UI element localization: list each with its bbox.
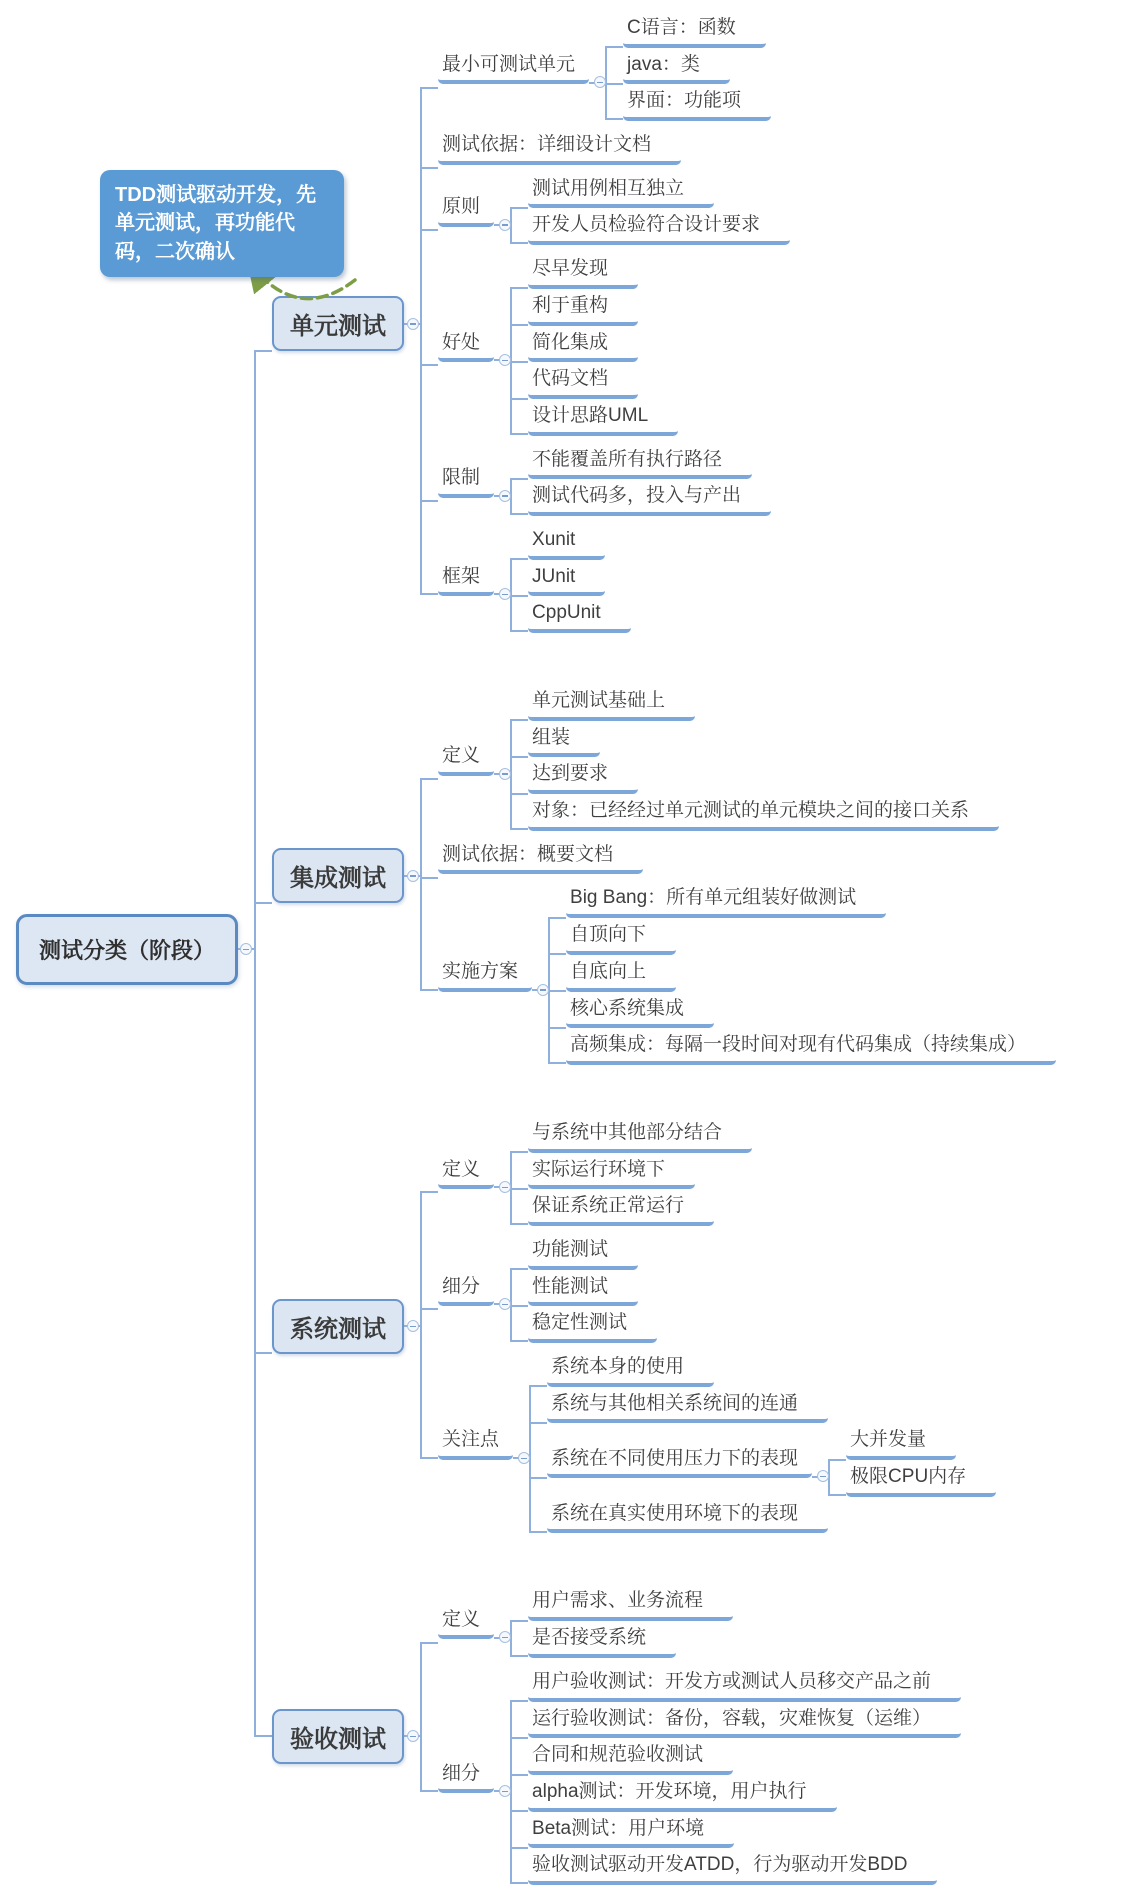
subtopic[interactable]: 合同和规范验收测试 xyxy=(528,1741,733,1775)
children-group xyxy=(528,255,678,435)
branch xyxy=(272,1587,1056,1885)
subtopic[interactable]: CppUnit xyxy=(528,599,631,633)
branch xyxy=(272,687,1056,1119)
branch xyxy=(528,1778,961,1815)
children-group xyxy=(623,14,771,121)
branch xyxy=(528,329,678,366)
subtopic[interactable]: 关注点 xyxy=(438,1426,513,1460)
subtopic[interactable]: 核心系统集成 xyxy=(566,995,714,1029)
children-group xyxy=(272,14,1056,1885)
main-topic[interactable]: 系统测试 xyxy=(272,1299,404,1354)
collapse-minus-icon[interactable] xyxy=(537,984,549,996)
subtopic[interactable]: 测试用例相互独立 xyxy=(528,175,714,209)
branch xyxy=(566,958,1056,995)
children-group xyxy=(438,14,790,633)
mindmap xyxy=(16,14,1056,1885)
floating-note[interactable]: TDD测试驱动开发，先单元测试，再功能代码，二次确认 xyxy=(100,170,344,277)
subtopic[interactable]: 系统与其他相关系统间的连通 xyxy=(547,1390,828,1424)
subtopic[interactable]: 功能测试 xyxy=(528,1236,638,1270)
subtopic[interactable]: 与系统中其他部分结合 xyxy=(528,1119,752,1153)
children-group xyxy=(528,1668,961,1885)
collapse-minus-icon[interactable] xyxy=(407,1320,419,1332)
children-group xyxy=(566,884,1056,1064)
subtopic[interactable]: 系统本身的使用 xyxy=(547,1353,714,1387)
subtopic[interactable]: 好处 xyxy=(438,329,494,363)
branch xyxy=(846,1426,996,1463)
subtopic[interactable]: Xunit xyxy=(528,526,605,560)
branch xyxy=(547,1426,996,1499)
subtopic[interactable]: 简化集成 xyxy=(528,329,638,363)
branch xyxy=(528,1705,961,1742)
branch xyxy=(528,482,771,516)
branch xyxy=(528,1668,961,1705)
subtopic[interactable]: 最小可测试单元 xyxy=(438,51,589,85)
branch xyxy=(528,526,631,563)
subtopic[interactable]: 系统在不同使用压力下的表现 xyxy=(547,1445,812,1479)
subtopic[interactable]: 自底向上 xyxy=(566,958,676,992)
subtopic[interactable]: C语言：函数 xyxy=(623,14,766,48)
subtopic[interactable]: 极限CPU内存 xyxy=(846,1463,996,1497)
subtopic[interactable]: 界面：功能项 xyxy=(623,87,771,121)
branch xyxy=(528,292,678,329)
branch xyxy=(528,797,999,831)
children-group xyxy=(438,1119,996,1534)
root-branch xyxy=(16,14,1056,1885)
collapse-minus-icon[interactable] xyxy=(407,870,419,882)
branch xyxy=(528,724,999,761)
branch xyxy=(528,1815,961,1852)
collapse-minus-icon[interactable] xyxy=(407,1730,419,1742)
branch xyxy=(528,1624,733,1658)
children-group xyxy=(547,1353,996,1533)
main-topic[interactable]: 验收测试 xyxy=(272,1709,404,1764)
subtopic[interactable]: 开发人员检验符合设计要求 xyxy=(528,211,790,245)
subtopic[interactable]: 代码文档 xyxy=(528,365,638,399)
branch xyxy=(623,87,771,121)
branch xyxy=(846,1463,996,1497)
branch xyxy=(528,1236,657,1273)
branch xyxy=(528,1587,733,1624)
subtopic[interactable]: 高频集成：每隔一段时间对现有代码集成（持续集成） xyxy=(566,1031,1056,1065)
branch xyxy=(272,14,1056,687)
subtopic[interactable]: 验收测试驱动开发ATDD，行为驱动开发BDD xyxy=(528,1851,937,1885)
branch xyxy=(528,760,999,797)
branch xyxy=(528,599,631,633)
branch xyxy=(528,1851,961,1885)
collapse-minus-icon[interactable] xyxy=(240,943,252,955)
branch xyxy=(528,402,678,436)
branch xyxy=(438,526,790,633)
subtopic[interactable]: 框架 xyxy=(438,563,494,597)
children-group xyxy=(438,687,1056,1065)
branch xyxy=(438,255,790,445)
branch xyxy=(528,175,790,212)
subtopic[interactable]: 尽早发现 xyxy=(528,255,638,289)
subtopic[interactable]: 细分 xyxy=(438,1760,494,1794)
subtopic[interactable]: 用户验收测试：开发方或测试人员移交产品之前 xyxy=(528,1668,961,1702)
subtopic[interactable]: 限制 xyxy=(438,464,494,498)
branch xyxy=(528,1273,657,1310)
branch xyxy=(528,1192,752,1226)
branch xyxy=(547,1500,996,1534)
branch xyxy=(528,687,999,724)
collapse-minus-icon[interactable] xyxy=(518,1452,530,1464)
branch xyxy=(528,1309,657,1343)
subtopic[interactable]: Beta测试：用户环境 xyxy=(528,1815,734,1849)
subtopic[interactable]: 系统在真实使用环境下的表现 xyxy=(547,1500,828,1534)
branch xyxy=(528,1119,752,1156)
subtopic[interactable]: 定义 xyxy=(438,742,494,776)
children-group xyxy=(528,1587,733,1657)
subtopic[interactable]: java：类 xyxy=(623,51,730,85)
subtopic[interactable]: 实际运行环境下 xyxy=(528,1156,695,1190)
children-group xyxy=(528,1119,752,1226)
branch xyxy=(438,687,1056,841)
subtopic[interactable]: 用户需求、业务流程 xyxy=(528,1587,733,1621)
children-group xyxy=(846,1426,996,1496)
branch xyxy=(547,1390,996,1427)
branch xyxy=(566,995,1056,1032)
branch xyxy=(623,51,771,88)
children-group xyxy=(528,175,790,245)
branch xyxy=(528,1156,752,1193)
branch xyxy=(528,211,790,245)
subtopic[interactable]: 对象：已经经过单元测试的单元模块之间的接口关系 xyxy=(528,797,999,831)
branch xyxy=(566,921,1056,958)
subtopic[interactable]: 保证系统正常运行 xyxy=(528,1192,714,1226)
branch xyxy=(438,1119,996,1236)
subtopic[interactable]: 运行验收测试：备份，容载，灾难恢复（运维） xyxy=(528,1705,961,1739)
subtopic[interactable]: 是否接受系统 xyxy=(528,1624,676,1658)
branch xyxy=(623,14,771,51)
subtopic[interactable]: 利于重构 xyxy=(528,292,638,326)
branch xyxy=(438,14,790,131)
branch xyxy=(528,446,771,483)
subtopic[interactable]: 设计思路UML xyxy=(528,402,678,436)
branch xyxy=(438,1587,961,1667)
subtopic[interactable]: 性能测试 xyxy=(528,1273,638,1307)
subtopic[interactable]: 不能覆盖所有执行路径 xyxy=(528,446,752,480)
children-group xyxy=(528,526,631,633)
children-group xyxy=(438,1587,961,1885)
branch xyxy=(528,563,631,600)
subtopic[interactable]: JUnit xyxy=(528,563,605,597)
subtopic[interactable]: 原则 xyxy=(438,193,494,227)
root-topic[interactable]: 测试分类（阶段） xyxy=(16,914,238,985)
subtopic[interactable]: 细分 xyxy=(438,1273,494,1307)
subtopic[interactable]: alpha测试：开发环境，用户执行 xyxy=(528,1778,837,1812)
subtopic[interactable]: 大并发量 xyxy=(846,1426,956,1460)
subtopic[interactable]: 稳定性测试 xyxy=(528,1309,657,1343)
children-group xyxy=(528,446,771,516)
subtopic[interactable]: 定义 xyxy=(438,1606,494,1640)
branch xyxy=(438,1668,961,1885)
branch xyxy=(438,841,1056,885)
branch xyxy=(438,175,790,255)
subtopic[interactable]: 测试代码多，投入与产出 xyxy=(528,482,771,516)
branch xyxy=(566,884,1056,921)
collapse-minus-icon[interactable] xyxy=(499,768,511,780)
children-group xyxy=(528,1236,657,1343)
branch xyxy=(528,255,678,292)
subtopic[interactable]: 定义 xyxy=(438,1156,494,1190)
subtopic[interactable]: Big Bang：所有单元组装好做测试 xyxy=(566,884,886,918)
subtopic[interactable]: 实施方案 xyxy=(438,958,532,992)
branch xyxy=(438,446,790,526)
branch xyxy=(438,1236,996,1353)
subtopic[interactable]: 测试依据：概要文档 xyxy=(438,841,643,875)
branch xyxy=(438,1353,996,1533)
branch xyxy=(438,131,790,175)
branch xyxy=(272,1119,1056,1588)
branch xyxy=(528,365,678,402)
main-topic[interactable]: 单元测试 xyxy=(272,296,404,351)
branch xyxy=(438,884,1056,1064)
branch xyxy=(528,1741,961,1778)
children-group xyxy=(528,687,999,831)
subtopic[interactable]: 单元测试基础上 xyxy=(528,687,695,721)
subtopic[interactable]: 自顶向下 xyxy=(566,921,676,955)
collapse-minus-icon[interactable] xyxy=(407,318,419,330)
branch xyxy=(547,1353,996,1390)
subtopic[interactable]: 测试依据：详细设计文档 xyxy=(438,131,681,165)
branch xyxy=(566,1031,1056,1065)
collapse-minus-icon[interactable] xyxy=(499,490,511,502)
subtopic[interactable]: 组装 xyxy=(528,724,600,758)
collapse-minus-icon[interactable] xyxy=(499,219,511,231)
subtopic[interactable]: 达到要求 xyxy=(528,760,638,794)
main-topic[interactable]: 集成测试 xyxy=(272,848,404,903)
